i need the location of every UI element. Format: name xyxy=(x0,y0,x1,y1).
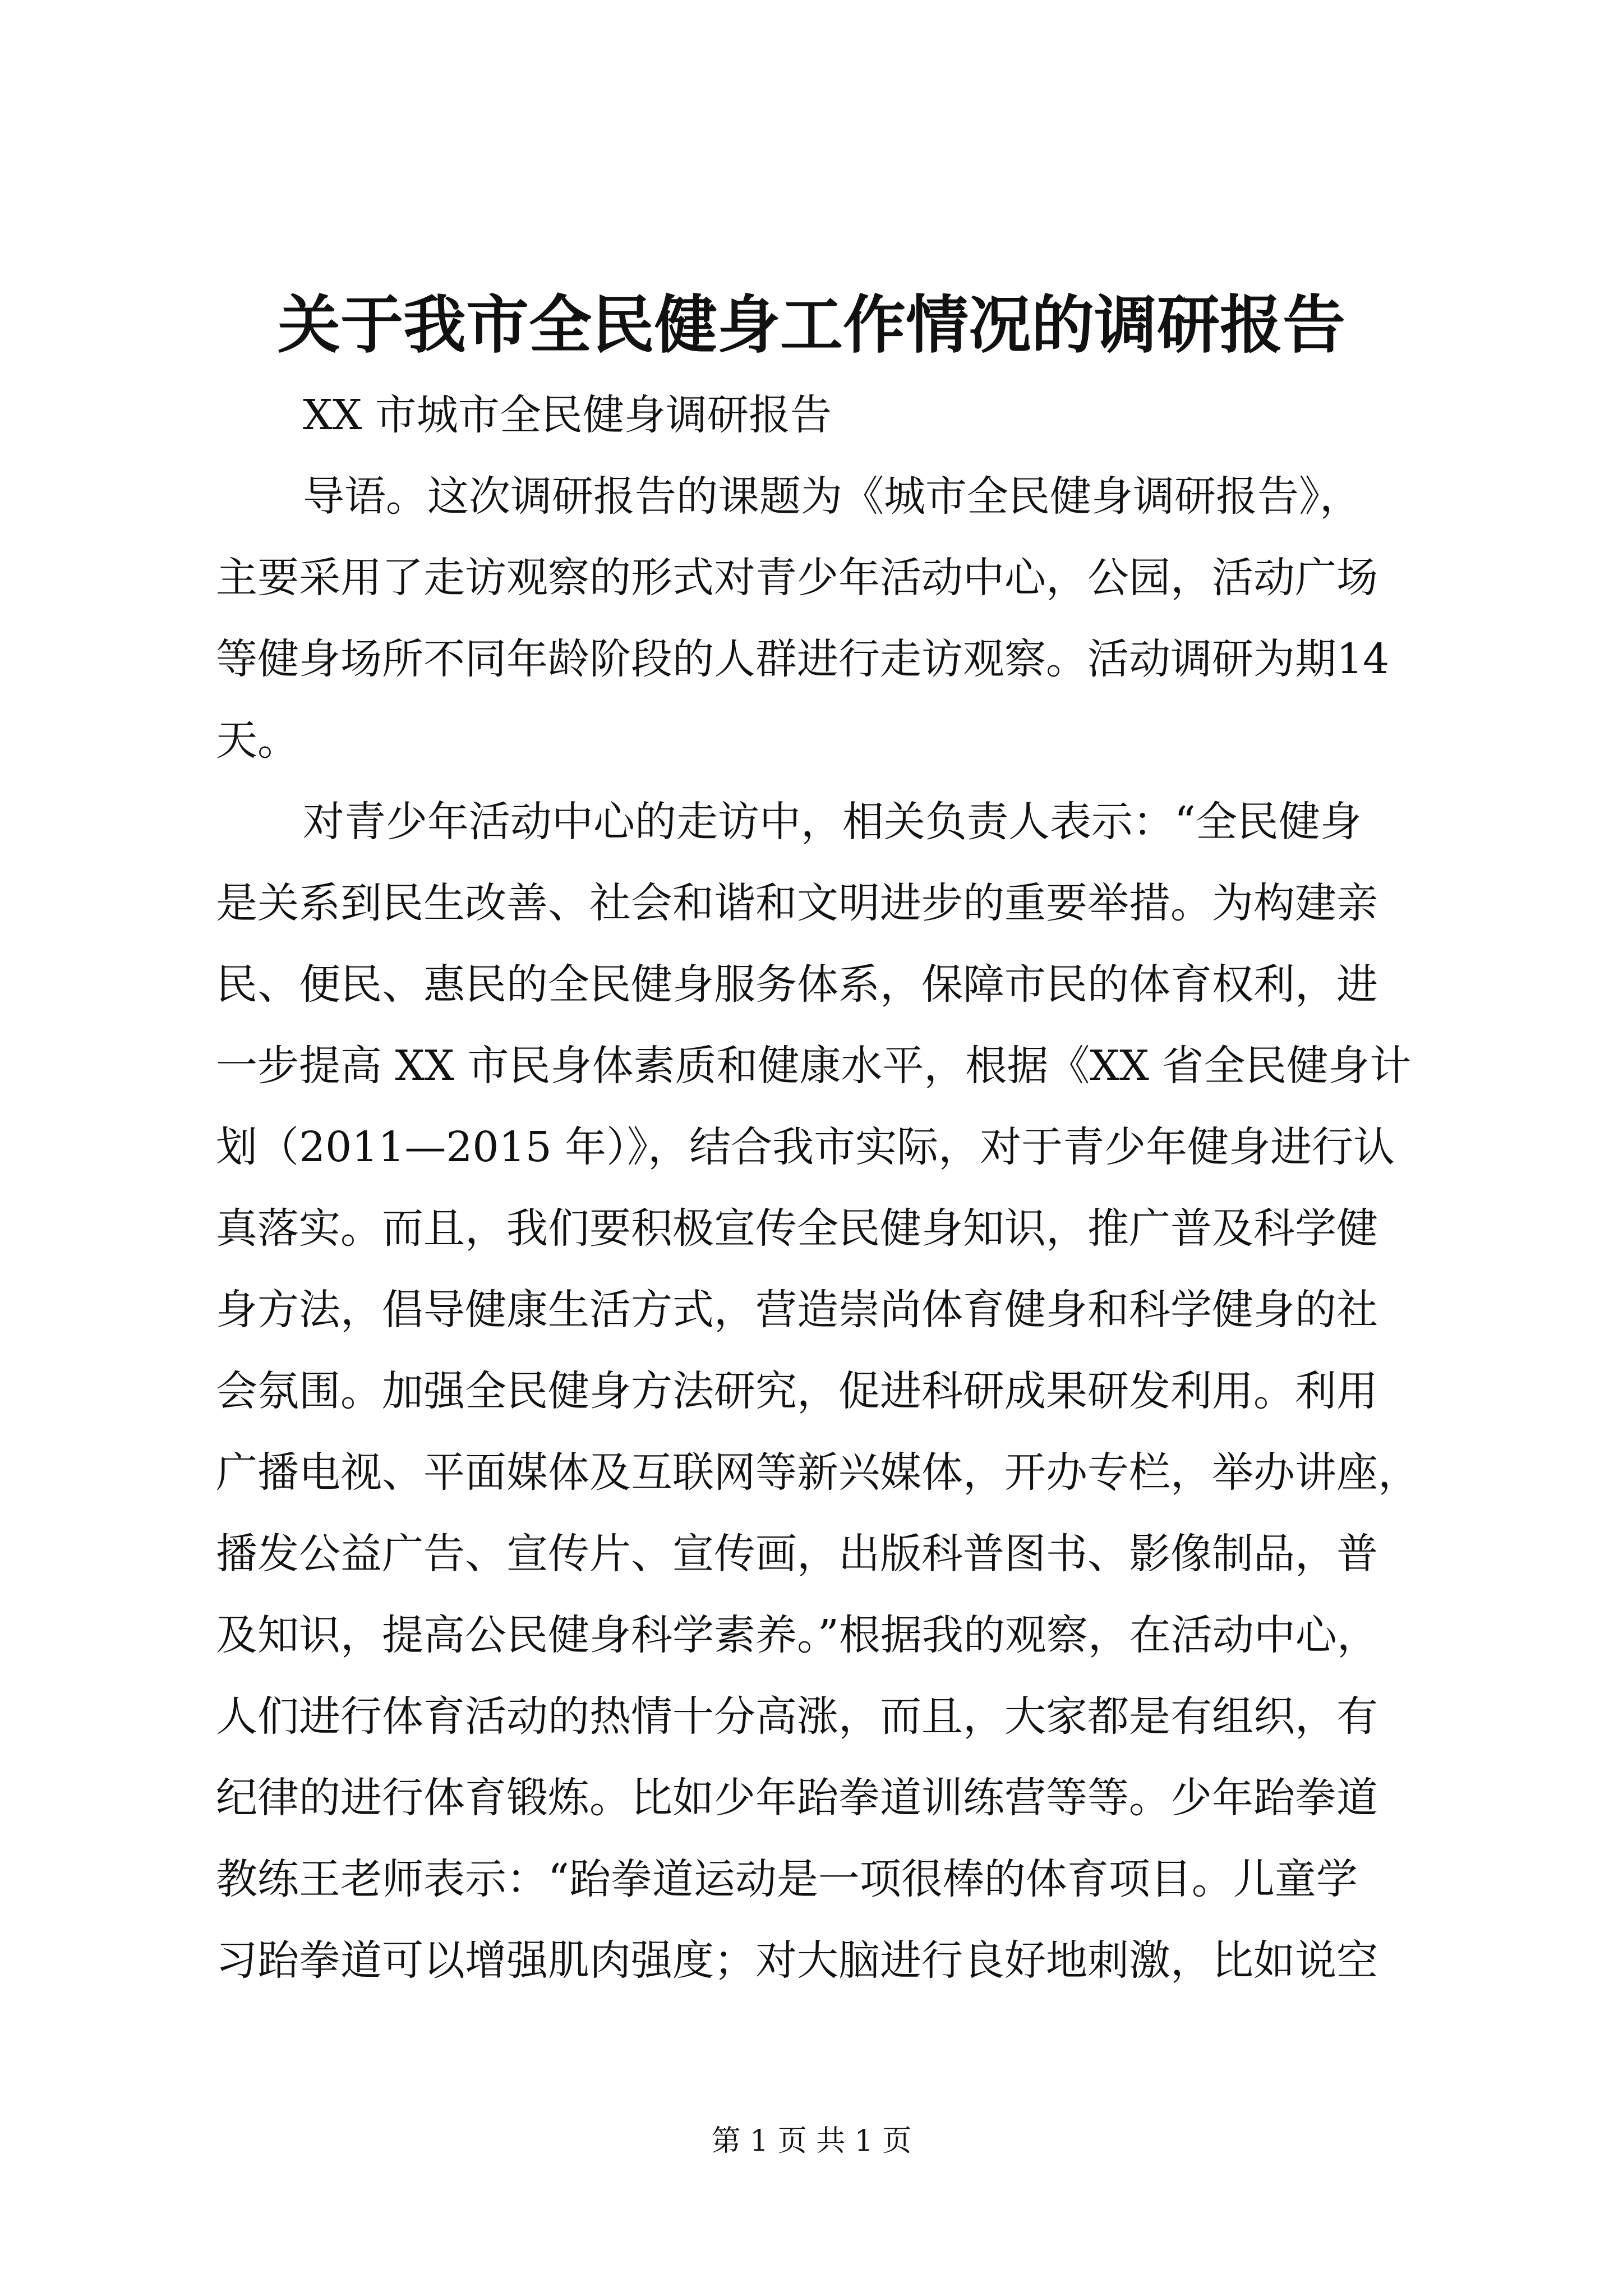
body-line: 等健身场所不同年龄阶段的人群进行走访观察。活动调研为期14 xyxy=(216,635,1390,683)
body-line: 会氛围。加强全民健身方法研究，促进科研成果研发利用。利用 xyxy=(216,1367,1378,1415)
body-line: 对青少年活动中心的走访中，相关负责人表示：“全民健身 xyxy=(303,798,1362,846)
body-line: 民、便民、惠民的全民健身服务体系，保障市民的体育权利，进 xyxy=(216,960,1378,1009)
body-line: 天。 xyxy=(216,716,299,765)
body-line: 一步提高 XX 市民身体素质和健康水平，根据《XX 省全民健身计 xyxy=(216,1042,1412,1090)
body-line: 真落实。而且，我们要积极宣传全民健身知识，推广普及科学健 xyxy=(216,1204,1378,1253)
body-line: 导语。这次调研报告的课题为《城市全民健身调研报告》， xyxy=(303,472,1361,521)
body-line: 主要采用了走访观察的形式对青少年活动中心，公园，活动广场 xyxy=(216,554,1378,602)
body-line: 纪律的进行体育锻炼。比如少年跆拳道训练营等等。少年跆拳道 xyxy=(216,1774,1378,1822)
body-line: 广播电视、平面媒体及互联网等新兴媒体，开办专栏，举办讲座， xyxy=(216,1448,1419,1497)
body-line: 教练王老师表示：“跆拳道运动是一项很棒的体育项目。儿童学 xyxy=(216,1855,1358,1903)
body-line: 习跆拳道可以增强肌肉强度；对大脑进行良好地刺激，比如说空 xyxy=(216,1936,1378,1985)
body-line: 划（2011—2015 年）》，结合我市实际，对于青少年健身进行认 xyxy=(216,1123,1395,1171)
body-line: 播发公益广告、宣传片、宣传画，出版科普图书、影像制品，普 xyxy=(216,1530,1378,1578)
subtitle-line: XX 市城市全民健身调研报告 xyxy=(303,391,832,439)
page-footer: 第 1 页 共 1 页 xyxy=(711,2124,912,2158)
body-line: 是关系到民生改善、社会和谐和文明进步的重要举措。为构建亲 xyxy=(216,879,1378,927)
body-line: 身方法，倡导健康生活方式，营造崇尚体育健身和科学健身的社 xyxy=(216,1286,1378,1334)
document-title: 关于我市全民健身工作情况的调研报告 xyxy=(278,288,1345,362)
body-line: 人们进行体育活动的热情十分高涨，而且，大家都是有组织，有 xyxy=(216,1692,1378,1741)
body-line: 及知识，提高公民健身科学素养。”根据我的观察，在活动中心， xyxy=(216,1611,1378,1659)
